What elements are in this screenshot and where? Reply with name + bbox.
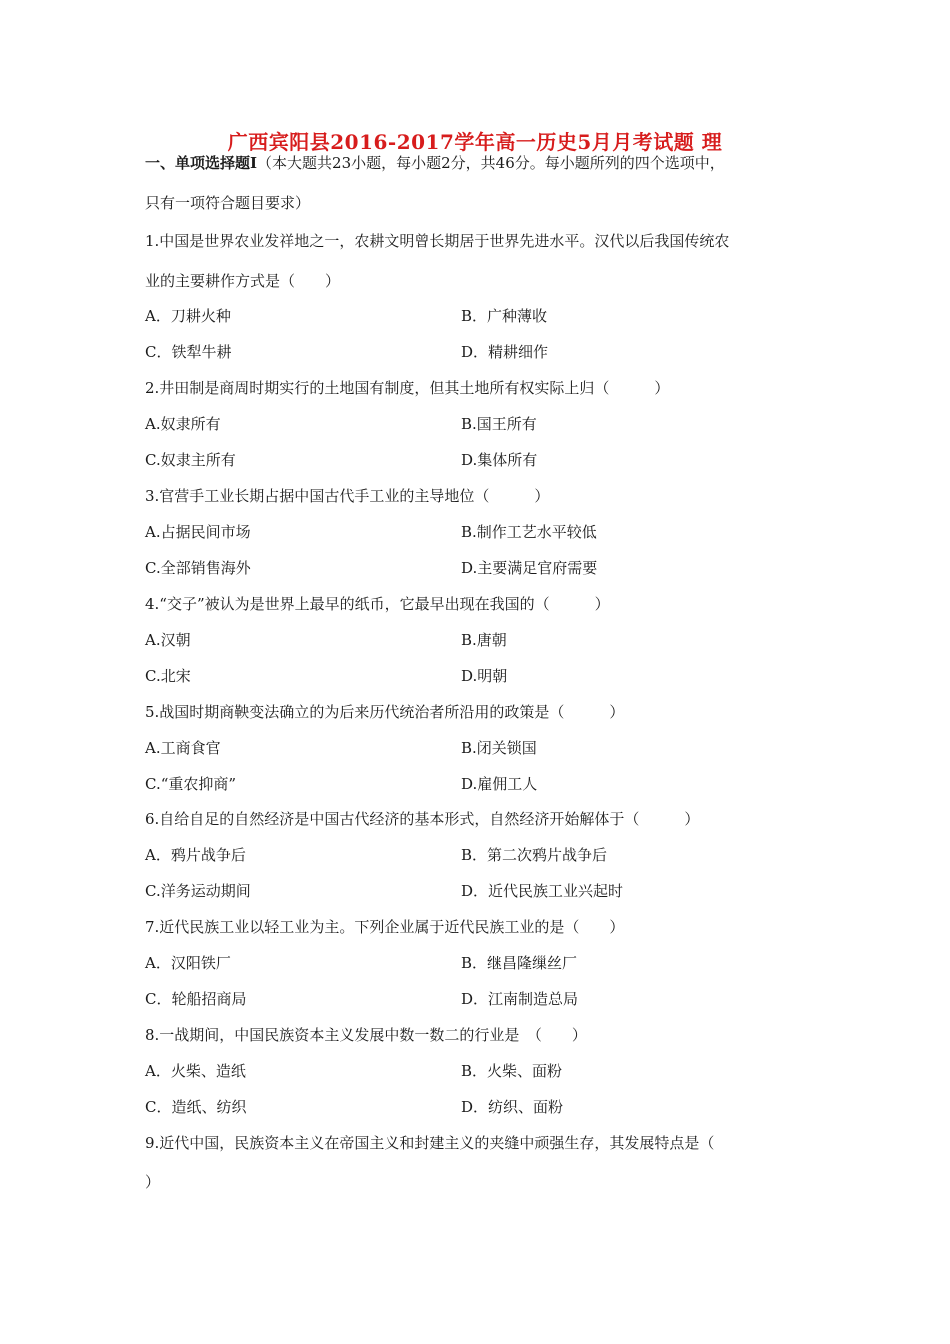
option-a: A.占据民间市场 bbox=[145, 523, 251, 541]
option-d: D.雇佣工人 bbox=[461, 775, 538, 793]
option-c: C.奴隶主所有 bbox=[145, 451, 236, 469]
option-b: B.唐朝 bbox=[461, 631, 507, 649]
question-stem: 7.近代民族工业以轻工业为主。下列企业属于近代民族工业的是（ ） bbox=[145, 918, 625, 936]
question-stem: 1.中国是世界农业发祥地之一，农耕文明曾长期居于世界先进水平。汉代以后我国传统农 bbox=[145, 232, 730, 250]
option-b: B．继昌隆缫丝厂 bbox=[461, 954, 578, 972]
option-b: B.国王所有 bbox=[461, 415, 537, 433]
question-stem: 8.一战期间，中国民族资本主义发展中数一数二的行业是 （ ） bbox=[145, 1026, 587, 1044]
section-heading: 一、单项选择题Ⅰ bbox=[145, 154, 258, 172]
section-note: （本大题共23小题，每小题2分，共46分。每小题所列的四个选项中， bbox=[257, 154, 725, 172]
option-c: C.北宋 bbox=[145, 667, 191, 685]
option-a: A.奴隶所有 bbox=[145, 415, 221, 433]
question-stem: 2.井田制是商周时期实行的土地国有制度，但其土地所有权实际上归（ ） bbox=[145, 379, 670, 397]
option-b: B.闭关锁国 bbox=[461, 739, 537, 757]
option-a: A.工商食官 bbox=[145, 739, 221, 757]
option-d: D．近代民族工业兴起时 bbox=[461, 882, 624, 900]
option-c: C.“重农抑商” bbox=[145, 775, 237, 793]
option-d: D．纺织、面粉 bbox=[461, 1098, 564, 1116]
option-b: B．火柴、面粉 bbox=[461, 1062, 563, 1080]
question-stem: 9.近代中国，民族资本主义在帝国主义和封建主义的夹缝中顽强生存，其发展特点是（ bbox=[145, 1134, 715, 1152]
question-stem: 6.自给自足的自然经济是中国古代经济的基本形式，自然经济开始解体于（ ） bbox=[145, 810, 700, 828]
option-b: B．第二次鸦片战争后 bbox=[461, 846, 608, 864]
section-instructions bbox=[145, 153, 725, 173]
option-d: D.明朝 bbox=[461, 667, 508, 685]
option-d: D．江南制造总局 bbox=[461, 990, 579, 1008]
option-c: C．轮船招商局 bbox=[145, 990, 247, 1008]
question-stem: 3.官营手工业长期占据中国古代手工业的主导地位（ ） bbox=[145, 487, 550, 505]
option-c: C．铁犁牛耕 bbox=[145, 343, 232, 361]
option-a: A.汉朝 bbox=[145, 631, 191, 649]
section-note-continued: 只有一项符合题目要求） bbox=[145, 194, 311, 212]
question-stem: 业的主要耕作方式是（ ） bbox=[145, 272, 341, 290]
option-c: C.全部销售海外 bbox=[145, 559, 251, 577]
question-stem: 5.战国时期商鞅变法确立的为后来历代统治者所沿用的政策是（ ） bbox=[145, 703, 625, 721]
exam-title: 广西宾阳县2016-2017学年高一历史5月月考试题 理 bbox=[227, 130, 723, 154]
option-a: A．汉阳铁厂 bbox=[145, 954, 231, 972]
option-d: D.集体所有 bbox=[461, 451, 538, 469]
option-d: D．精耕细作 bbox=[461, 343, 549, 361]
option-a: A．火柴、造纸 bbox=[145, 1062, 246, 1080]
question-stem: ） bbox=[145, 1173, 161, 1191]
option-b: B．广种薄收 bbox=[461, 307, 548, 325]
option-d: D.主要满足官府需要 bbox=[461, 559, 598, 577]
option-a: A．鸦片战争后 bbox=[145, 846, 246, 864]
option-a: A．刀耕火种 bbox=[145, 307, 231, 325]
option-b: B.制作工艺水平较低 bbox=[461, 523, 597, 541]
option-c: C．造纸、纺织 bbox=[145, 1098, 247, 1116]
option-c: C.洋务运动期间 bbox=[145, 882, 251, 900]
question-stem: 4.“交子”被认为是世界上最早的纸币，它最早出现在我国的（ ） bbox=[145, 595, 610, 613]
